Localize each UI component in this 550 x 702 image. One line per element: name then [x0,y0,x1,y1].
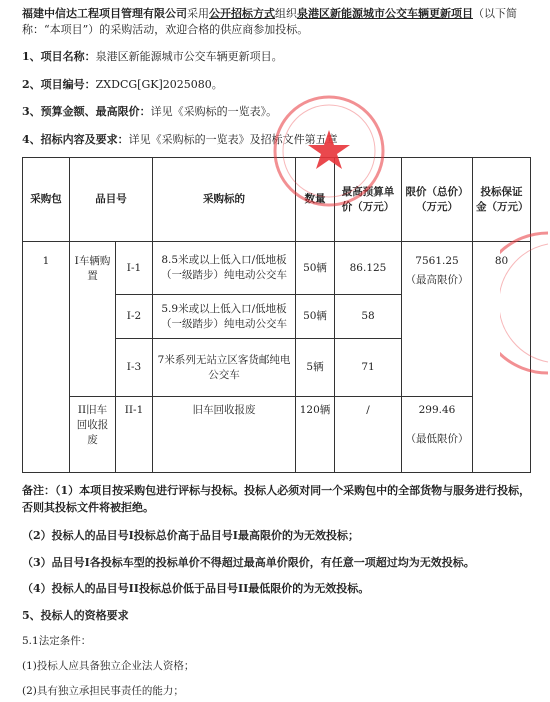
cell-item-no: I-3 [116,339,153,397]
limit-note: （最高限价） [405,274,469,286]
cell-quantity: 50辆 [296,295,335,339]
company-seal-stamp [270,92,388,210]
item-project-name: 1、项目名称：泉港区新能源城市公交车辆更新项目。 [22,50,283,63]
intro-text-3: （以下简称：“本项目”）的采购活动，欢迎合格的供应商参加投标。 [22,7,517,36]
cell-package-no: 1 [23,242,70,473]
cell-price: / [335,397,402,473]
limit-value: 299.46 [418,404,456,416]
cell-target: 5.9米或以上低入口/低地板（一级踏步）纯电动公交车 [153,295,296,339]
header-max-unit-price: 最高预算单价（万元） [335,158,402,242]
header-quantity: 数量 [296,158,335,242]
project-name-inline: 泉港区新能源城市公交车辆更新项目 [297,7,473,20]
cell-price: 71 [335,339,402,397]
remark-1: 备注：（1）本项目按采购包进行评标与投标。投标人必须对同一个采购包中的全部货物与服务进行投标，否则其投标文件将被拒绝。 [22,484,531,514]
cell-target: 旧车回收报废 [153,397,296,473]
cell-item-no: II-1 [116,397,153,473]
remark-3: （3）品目号I各投标车型的投标单价不得超过最高单价限价，有任意一项超过均为无效投标。 [22,556,475,569]
cell-limit [402,397,473,473]
cell-item-no: I-2 [116,295,153,339]
cell-quantity: 5辆 [296,339,335,397]
cell-price: 86.125 [335,242,402,295]
cell-price: 58 [335,295,402,339]
item-budget: 3、预算金额、最高限价：详见《采购标的一览表》。 [22,105,278,118]
cell-target: 7米系列无站立区客货邮纯电公交车 [153,339,296,397]
header-deposit: 投标保证金（万元） [473,158,531,242]
header-price-limit: 限价（总价）（万元） [402,158,473,242]
limit-value: 7561.25 [415,255,459,267]
cell-quantity: 50辆 [296,242,335,295]
section5-condition-1: (1)投标人应具备独立企业法人资格； [22,660,195,672]
table-row [23,397,531,473]
section5-condition-2: (2)具有独立承担民事责任的能力； [22,685,184,697]
item-project-number: 2、项目编号：ZXDCG[GK]2025080。 [22,78,223,91]
cell-deposit: 80 [473,242,531,473]
cell-group-name: I车辆购置 [70,242,116,397]
item-content-requirements: 4、招标内容及要求：详见《采购标的一览表》及招标文件第五章 [22,133,338,146]
table-row [23,242,531,295]
header-target: 采购标的 [153,158,296,242]
header-item-no: 品目号 [70,158,153,242]
cell-limit [402,242,473,397]
remark-4: （4）投标人的品目号II投标总价低于品目号II最低限价的为无效投标。 [22,582,370,595]
cell-quantity: 120辆 [296,397,335,473]
company-seal-partial-stamp [500,228,550,378]
limit-note: （最低限价） [405,433,469,445]
intro-text-1: 采用 [187,7,209,20]
remark-2: （2）投标人的品目号I投标总价高于品目号I最高限价的为无效投标； [22,529,359,542]
cell-group-name: II旧车回收报废 [70,397,116,473]
section5-title: 5、投标人的资格要求 [22,609,129,622]
header-package: 采购包 [23,158,70,242]
company-name: 福建中信达工程项目管理有限公司 [22,7,187,20]
intro-paragraph [22,6,537,38]
cell-target: 8.5米或以上低入口/低地板（一级踏步）纯电动公交车 [153,242,296,295]
intro-text-2: 组织 [275,7,297,20]
section5-legal-conditions: 5.1法定条件： [22,635,92,647]
cell-item-no: I-1 [116,242,153,295]
procurement-method: 公开招标方式 [209,7,275,20]
